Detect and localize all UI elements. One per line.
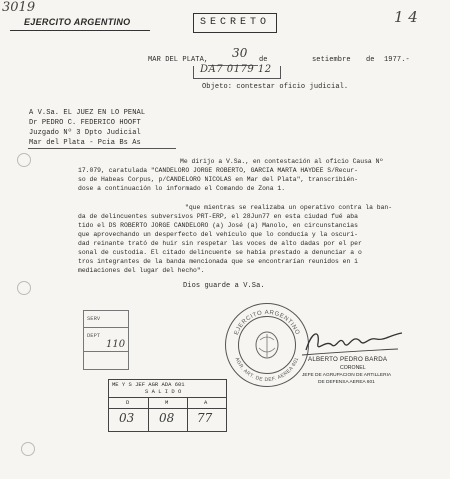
punch-hole bbox=[17, 153, 31, 167]
classification-label: SECRETO bbox=[199, 17, 270, 28]
org-header bbox=[10, 15, 150, 33]
quote-line: tros integrantes de la banda mencionada que se encontrarían reunidos en i bbox=[78, 258, 358, 265]
body-line: dose a continuación lo informado el Comando de Zona 1. bbox=[78, 185, 286, 192]
signature-role: JEFE DE AGRUPACION DE ARTILLERIA bbox=[302, 373, 392, 378]
date-de1: de bbox=[259, 56, 268, 64]
receipt-stamp-title: ME Y S JEF AGR ADA 601 bbox=[112, 381, 185, 388]
quote-line: da de delincuentes subversivos PRT-ERP, el 28Jun77 en esta ciudad fué aba bbox=[78, 213, 358, 220]
punch-hole bbox=[17, 281, 31, 295]
receipt-header-month: M bbox=[165, 399, 169, 406]
official-round-seal bbox=[225, 303, 309, 387]
addressee-line: Mar del Plata - Pcia Bs As bbox=[29, 139, 141, 147]
page-mark: 1 4 bbox=[394, 8, 418, 26]
signature-name: ALBERTO PEDRO BARDA bbox=[308, 356, 388, 363]
receipt-cell-divider bbox=[148, 407, 149, 431]
reference-number: DA7 0179 12 bbox=[200, 64, 272, 75]
addressee-line: Dr PEDRO C. FEDERICO HOOFT bbox=[29, 119, 141, 127]
receipt-value-year: 77 bbox=[197, 411, 213, 425]
stamp-text: SERV bbox=[87, 315, 101, 322]
receipt-header-day: D bbox=[126, 399, 130, 406]
quote-line: "que mientras se realizaba un operativo contra la ban- bbox=[185, 204, 393, 211]
seal-ring-text bbox=[226, 304, 308, 386]
signature-rank: CORONEL bbox=[340, 365, 366, 371]
receipt-stamp-status: S A L I D O bbox=[145, 388, 182, 395]
quote-line: que aprovechando un desperfecto del vehículo que lo conducía y la oscuri- bbox=[78, 231, 358, 238]
quote-line: sonal de custodia. El citado delincuente se había prestado a denunciar a o bbox=[78, 249, 362, 256]
date-year: 1977.- bbox=[384, 56, 410, 64]
receipt-stamp bbox=[108, 379, 227, 432]
left-registry-stamp bbox=[83, 310, 129, 370]
org-underline bbox=[10, 30, 150, 31]
place-city: MAR DEL PLATA, bbox=[148, 56, 209, 64]
receipt-value-month: 08 bbox=[159, 411, 175, 425]
seal-emblem-detail bbox=[259, 334, 275, 357]
seal-top-text: EJERCITO ARGENTINO bbox=[233, 309, 301, 337]
quote-line: tido el DS ROBERTO JORGE CANDELORO (a) José (a) Manolo, en circunstancias bbox=[78, 222, 358, 229]
classification-box bbox=[193, 13, 277, 33]
stamp-divider bbox=[84, 351, 128, 352]
closing-line: Dios guarde a V.Sa. bbox=[183, 282, 265, 290]
place-date-line bbox=[148, 46, 428, 67]
signature-role: DE DEFENSA AEREA 601 bbox=[318, 380, 375, 385]
date-de2: de bbox=[366, 56, 375, 64]
quote-line: mediaciones del lugar del hecho". bbox=[78, 267, 205, 274]
svg-text:AGR. ART. DE DEF. AEREA 601 bbox=[234, 357, 301, 383]
reference-number-stamp bbox=[193, 66, 281, 79]
receipt-header-year: A bbox=[204, 399, 208, 406]
seal-bottom-text: AGR. ART. DE DEF. AEREA 601 bbox=[233, 356, 301, 384]
body-line: Me dirijo a V.Sa., en contestación al oficio Causa Nº bbox=[180, 158, 384, 165]
body-line: 17.079, caratulada "CANDELORO JORGE ROBERTO, GARCIA MARTA HAYDEE S/Recur- bbox=[78, 167, 358, 174]
subject-line: Objeto: contestar oficio judicial. bbox=[202, 83, 349, 91]
addressee-line: A V.Sa. EL JUEZ EN LO PENAL bbox=[29, 109, 146, 117]
quote-line: dad reinante trató de huir sin respetar las voces de alto dadas por el per bbox=[78, 240, 362, 247]
addressee-line: Juzgado Nº 3 Dpto Judicial bbox=[29, 129, 141, 137]
receipt-stamp-values-row bbox=[109, 407, 226, 431]
date-day: 30 bbox=[232, 46, 248, 60]
corner-handwritten-note: 3019 bbox=[2, 0, 36, 15]
date-month: setiembre bbox=[312, 56, 351, 64]
body-line: so de Habeas Corpus, p/CANDELORO NICOLAS en Mar del Plata", transcribién- bbox=[78, 176, 358, 183]
addressee-underline bbox=[28, 148, 176, 149]
org-name: EJERCITO ARGENTINO bbox=[24, 17, 131, 27]
stamp-number: 110 bbox=[106, 339, 126, 350]
receipt-value-day: 03 bbox=[119, 411, 135, 425]
receipt-cell-divider bbox=[187, 407, 188, 431]
punch-hole bbox=[21, 442, 35, 456]
stamp-text: DEPT bbox=[87, 332, 101, 339]
